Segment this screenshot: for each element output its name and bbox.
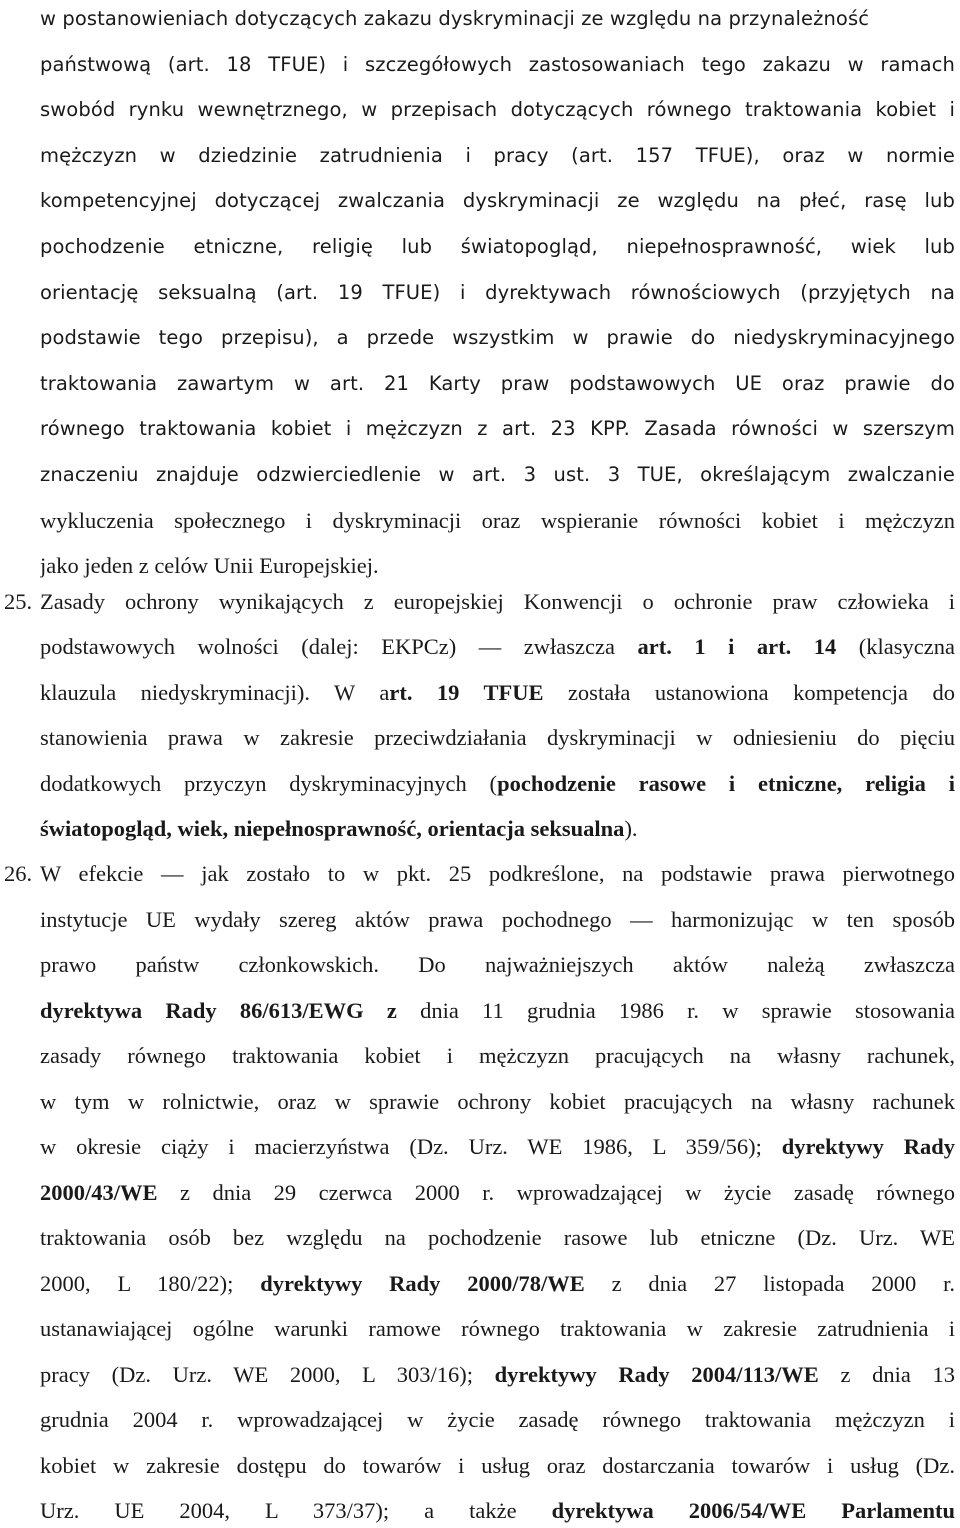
text-line: wykluczenia społecznego i dyskryminacji oraz wspieranie równości kobiet i mężczyzn — [40, 507, 955, 533]
text-line: podstawowych wolności (dalej: EKPCz) — zwłaszcza art. 1 i art. 14 (klasyczna — [40, 634, 955, 660]
text-line: pracy (Dz. Urz. WE 2000, L 303/16); dyrektywy Rady 2004/113/WE z dnia 13 — [40, 1361, 955, 1387]
text-line: znaczeniu znajduje odzwierciedlenie w art. 3 ust. 3 TUE, określającym zwalczanie — [40, 463, 955, 486]
text-line: 2000/43/WE z dnia 29 czerwca 2000 r. wprowadzającej w życie zasadę równego — [40, 1179, 955, 1205]
text-line: mężczyzn w dziedzinie zatrudnienia i pracy (art. 157 TFUE), oraz w normie — [40, 143, 955, 167]
text-line: instytucje UE wydały szereg aktów prawa pochodnego — harmonizując w ten sposób — [40, 906, 955, 932]
paragraph-number: 25. — [4, 589, 33, 614]
text-line: równego traktowania kobiet i mężczyzn z art. 23 KPP. Zasada równości w szerszym — [40, 417, 955, 441]
text-line: ustanawiającej ogólne warunki ramowe równego traktowania w zakresie zatrudnienia i — [40, 1316, 955, 1341]
text-line: dodatkowych przyczyn dyskryminacyjnych (pochodzenie rasowe i etniczne, religia i — [40, 770, 955, 796]
text-line: klauzula niedyskryminacji). W art. 19 TFUE została ustanowiona kompetencja do — [40, 679, 955, 705]
text-line: grudnia 2004 r. wprowadzającej w życie zasadę równego traktowania mężczyzn i — [40, 1407, 955, 1432]
text-line: światopogląd, wiek, niepełnosprawność, orientacja seksualna). — [40, 816, 638, 841]
text-line: Urz. UE 2004, L 373/37); a także dyrektywa 2006/54/WE Parlamentu — [40, 1498, 955, 1523]
text-line: państwową (art. 18 TFUE) i szczegółowych zastosowaniach tego zakazu w ramach — [40, 52, 955, 76]
text-line: traktowania osób bez względu na pochodzenie rasowe lub etniczne (Dz. Urz. WE — [40, 1225, 955, 1250]
text-line: swobód rynku wewnętrznego, w przepisach dotyczących równego traktowania kobiet i — [40, 98, 955, 122]
text-line: orientację seksualną (art. 19 TFUE) i dyrektywach równościowych (przyjętych na — [40, 280, 955, 304]
text-line: podstawie tego przepisu), a przede wszystkim w prawie do niedyskryminacyjnego — [40, 326, 955, 350]
text-line: w okresie ciąży i macierzyństwa (Dz. Urz. WE 1986, L 359/56); dyrektywy Rady — [40, 1134, 955, 1159]
text-line: w tym w rolnictwie, oraz w sprawie ochrony kobiet pracujących na własny rachunek — [40, 1088, 955, 1114]
text-line: traktowania zawartym w art. 21 Karty praw podstawowych UE oraz prawie do — [40, 371, 955, 395]
text-line: zasady równego traktowania kobiet i mężczyzn pracujących na własny rachunek, — [40, 1043, 955, 1068]
text-line: 2000, L 180/22); dyrektywy Rady 2000/78/WE z dnia 27 listopada 2000 r. — [40, 1270, 955, 1296]
text-line: kobiet w zakresie dostępu do towarów i usług oraz dostarczania towarów i usług (Dz. — [40, 1452, 955, 1478]
text-line: w postanowieniach dotyczących zakazu dyskryminacji ze względu na przynależność — [40, 7, 870, 30]
text-line: Zasady ochrony wynikających z europejskiej Konwencji o ochronie praw człowieka i — [40, 589, 955, 614]
text-line: kompetencyjnej dotyczącej zwalczania dyskryminacji ze względu na płeć, rasę lub — [40, 189, 955, 213]
text-line: stanowienia prawa w zakresie przeciwdziałania dyskryminacji w odniesieniu do pięciu — [40, 725, 955, 751]
paragraph-number: 26. — [4, 861, 33, 886]
text-line: prawo państw członkowskich. Do najważniejszych aktów należą zwłaszcza — [40, 952, 955, 977]
text-line: jako jeden z celów Unii Europejskiej. — [40, 553, 379, 579]
text-line: dyrektywa Rady 86/613/EWG z dnia 11 grudnia 1986 r. w sprawie stosowania — [40, 997, 955, 1023]
text-line: W efekcie — jak zostało to w pkt. 25 podkreślone, na podstawie prawa pierwotnego — [40, 861, 955, 886]
text-line: pochodzenie etniczne, religię lub światopogląd, niepełnosprawność, wiek lub — [40, 235, 955, 258]
